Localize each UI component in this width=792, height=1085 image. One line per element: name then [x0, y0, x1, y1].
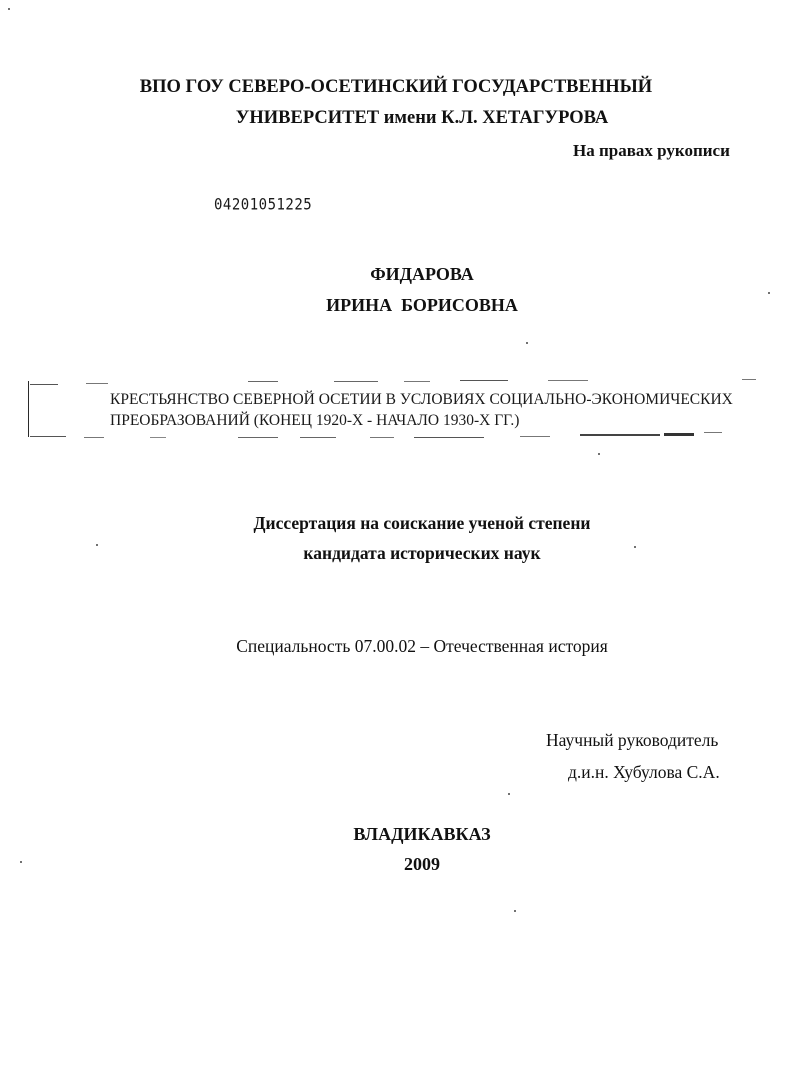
manuscript-rights-label: На правах рукописи — [573, 141, 730, 160]
specialty: Специальность 07.00.02 – Отечественная история — [236, 636, 608, 656]
university-name-line1: ВПО ГОУ СЕВЕРО-ОСЕТИНСКИЙ ГОСУДАРСТВЕННЫЙ — [139, 77, 653, 97]
city: ВЛАДИКАВКАЗ — [353, 824, 491, 844]
supervisor-role: Научный руководитель — [546, 730, 719, 750]
serial-number-stamp: 04201051225 — [214, 195, 313, 215]
thesis-title — [110, 389, 733, 431]
thesis-title-line2: ПРЕОБРАЗОВАНИЙ (КОНЕЦ 1920-Х - НАЧАЛО 1930-Х ГГ.) — [110, 412, 520, 429]
university-name-line2: УНИВЕРСИТЕТ имени К.Л. ХЕТАГУРОВА — [235, 108, 609, 128]
author-given-names: ИРИНА БОРИСОВНА — [326, 295, 518, 315]
supervisor-name: д.и.н. Хубулова С.А. — [568, 762, 720, 782]
degree-line2: кандидата исторических наук — [303, 543, 541, 563]
year: 2009 — [404, 854, 440, 874]
thesis-title-line1: КРЕСТЬЯНСТВО СЕВЕРНОЙ ОСЕТИИ В УСЛОВИЯХ СОЦИАЛЬНО-ЭКОНОМИЧЕСКИХ — [110, 391, 733, 408]
degree-line1: Диссертация на соискание ученой степени — [253, 513, 591, 533]
author-surname: ФИДАРОВА — [370, 264, 474, 284]
